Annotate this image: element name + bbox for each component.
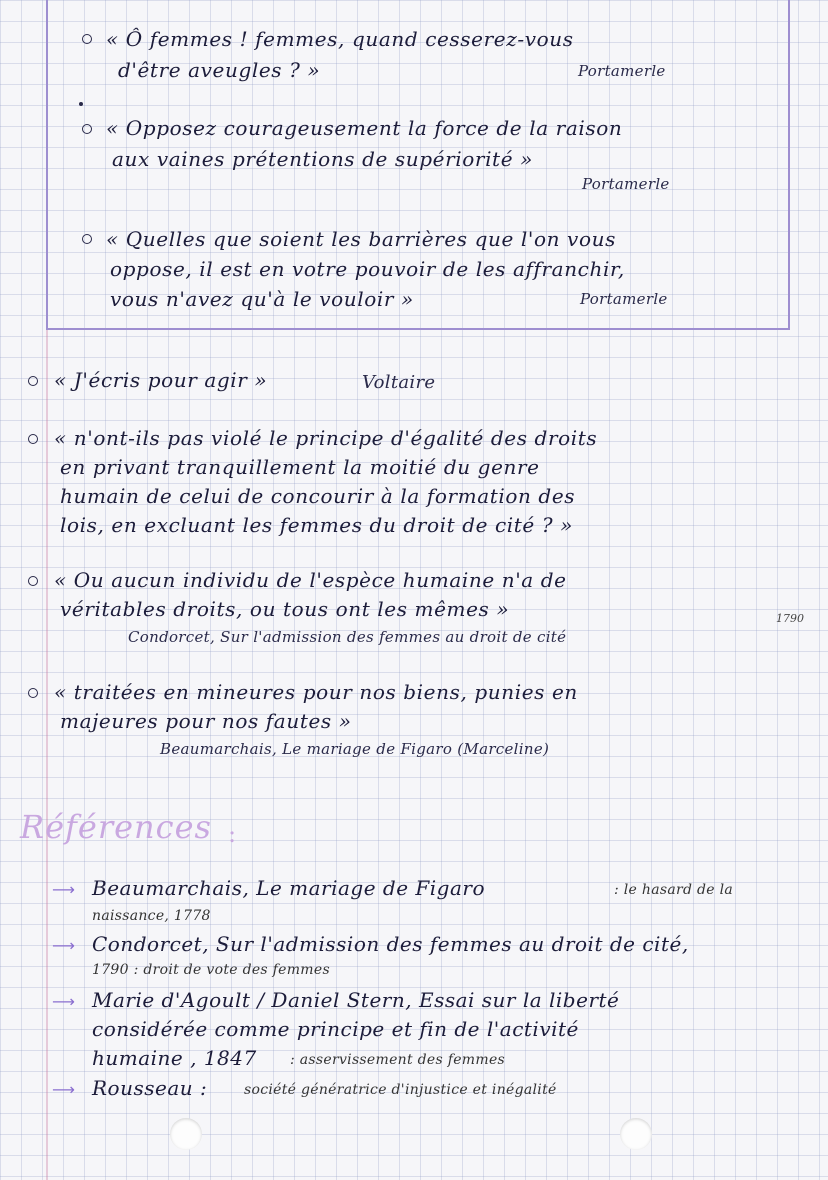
bullet-icon bbox=[28, 576, 38, 586]
bullet-icon bbox=[82, 234, 92, 244]
reference-main: humaine , 1847 bbox=[92, 1046, 257, 1070]
bullet-icon bbox=[82, 124, 92, 134]
quote-line: oppose, il est en votre pouvoir de les affranchir, bbox=[110, 257, 625, 281]
arrow-right-icon: ⟶ bbox=[52, 992, 75, 1011]
reference-main: Condorcet, Sur l'admission des femmes au droit de cité, bbox=[92, 932, 689, 956]
punch-hole bbox=[620, 1118, 652, 1150]
references-colon: : bbox=[228, 820, 237, 848]
reference-sub: 1790 : droit de vote des femmes bbox=[92, 962, 330, 978]
reference-sub: société génératrice d'injustice et inégalité bbox=[244, 1082, 557, 1098]
quote-line: « Opposez courageusement la force de la raison bbox=[106, 116, 623, 140]
quote-author: Voltaire bbox=[362, 372, 436, 393]
quote-line: « n'ont-ils pas violé le principe d'égalité des droits bbox=[54, 426, 598, 450]
quote-line: en privant tranquillement la moitié du genre bbox=[60, 455, 540, 479]
reference-sub: : asservissement des femmes bbox=[290, 1052, 506, 1068]
reference-main: Rousseau : bbox=[92, 1076, 208, 1100]
references-title: Références bbox=[20, 808, 212, 846]
quote-line: « J'écris pour agir » bbox=[54, 368, 268, 392]
bullet-icon bbox=[28, 376, 38, 386]
quote-author: Condorcet, Sur l'admission des femmes au droit de cité bbox=[128, 628, 567, 646]
quote-line: « Ô femmes ! femmes, quand cesserez-vous bbox=[106, 27, 574, 51]
bullet-icon bbox=[82, 34, 92, 44]
quote-line: majeures pour nos fautes » bbox=[60, 709, 352, 733]
quote-line: d'être aveugles ? » bbox=[118, 58, 321, 82]
arrow-right-icon: ⟶ bbox=[52, 936, 75, 955]
quote-author: Portamerle bbox=[578, 62, 666, 80]
quote-line: aux vaines prétentions de supériorité » bbox=[112, 147, 533, 171]
quote-year: 1790 bbox=[776, 612, 804, 625]
punch-hole bbox=[170, 1118, 202, 1150]
reference-main: Beaumarchais, Le mariage de Figaro bbox=[92, 876, 486, 900]
quote-line: véritables droits, ou tous ont les mêmes » bbox=[60, 597, 510, 621]
reference-sub: naissance, 1778 bbox=[92, 908, 211, 924]
quote-line: « Quelles que soient les barrières que l'on vous bbox=[106, 227, 616, 251]
quote-line: « Ou aucun individu de l'espèce humaine n'a de bbox=[54, 568, 567, 592]
bullet-icon bbox=[28, 434, 38, 444]
quote-line: lois, en excluant les femmes du droit de cité ? » bbox=[60, 513, 573, 537]
quote-author: Portamerle bbox=[580, 290, 668, 308]
reference-main: Marie d'Agoult / Daniel Stern, Essai sur la liberté bbox=[92, 988, 620, 1012]
ink-dot bbox=[79, 102, 83, 106]
quote-author: Portamerle bbox=[582, 175, 670, 193]
quote-line: « traitées en mineures pour nos biens, punies en bbox=[54, 680, 578, 704]
reference-main: considérée comme principe et fin de l'activité bbox=[92, 1017, 579, 1041]
quote-author: Beaumarchais, Le mariage de Figaro (Marceline) bbox=[160, 740, 550, 758]
arrow-right-icon: ⟶ bbox=[52, 880, 75, 899]
quote-line: humain de celui de concourir à la formation des bbox=[60, 484, 576, 508]
reference-note: : le hasard de la bbox=[614, 882, 734, 898]
arrow-right-icon: ⟶ bbox=[52, 1080, 75, 1099]
bullet-icon bbox=[28, 688, 38, 698]
quote-line: vous n'avez qu'à le vouloir » bbox=[110, 287, 414, 311]
